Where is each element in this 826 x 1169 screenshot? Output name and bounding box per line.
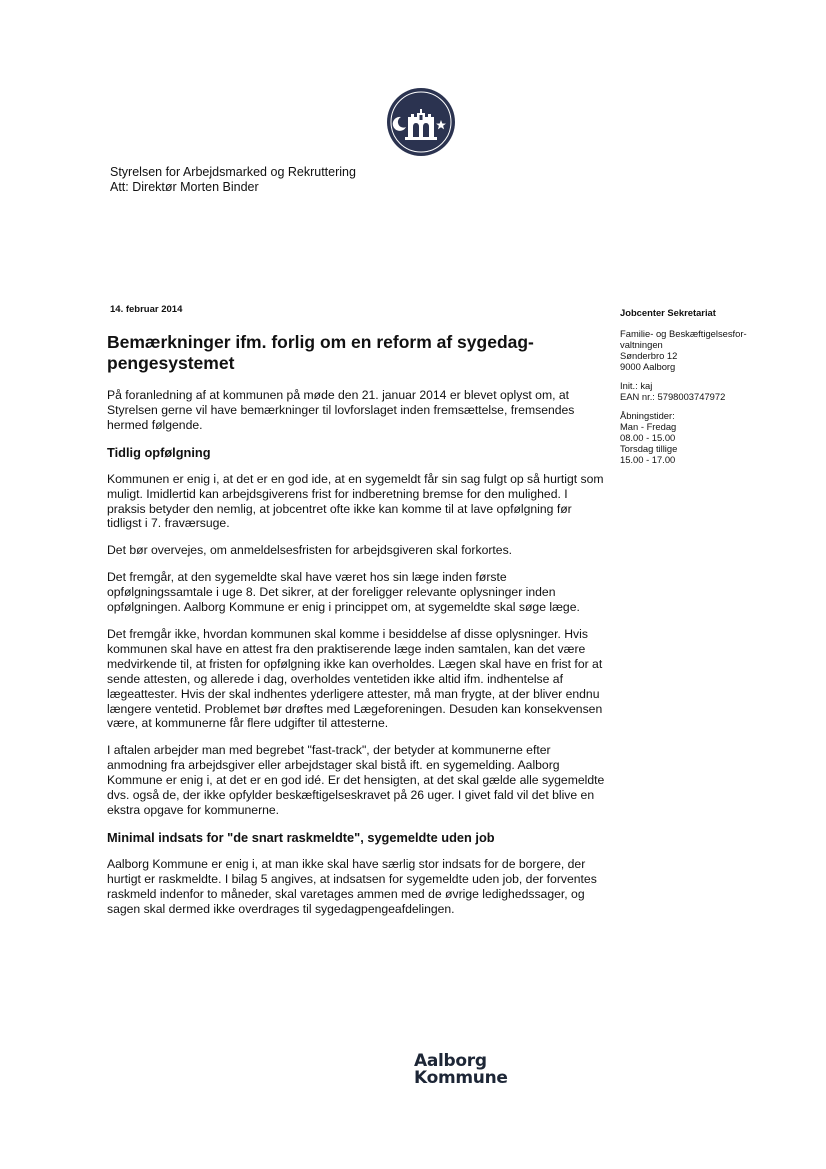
- sender-address: [620, 328, 790, 372]
- recipient-line: Att: Direktør Morten Binder: [110, 180, 259, 194]
- logo-line: Kommune: [414, 1068, 508, 1088]
- hours-line: Man - Fredag: [620, 421, 677, 432]
- sender-info: [620, 307, 790, 473]
- paragraph: Kommunen er enig i, at det er en god ide, at en sygemeldt får sin sag fulgt op så hurtigt som muligt. Imidlertid kan arbejdsgiverens frist for indberetning bremse for den mulighed. I praksis betyder den nemlig, at jobcentret ofte ikke kan komme til at lave opfølgning før tidligst i 7. fraværsuge.: [107, 471, 604, 531]
- letter-date: 14. februar 2014: [110, 304, 183, 315]
- section-heading: Minimal indsats for "de snart raskmeldte", sygemeldte uden job: [107, 829, 495, 845]
- sender-department: Jobcenter Sekretariat: [620, 307, 716, 318]
- aalborg-kommune-logo: [414, 1053, 508, 1087]
- hours-line: 15.00 - 17.00: [620, 454, 676, 465]
- address-line: Sønderbro 12: [620, 350, 678, 361]
- sender-contact: [620, 380, 790, 402]
- aalborg-seal-icon: [386, 87, 456, 157]
- paragraph: Det fremgår, at den sygemeldte skal have været hos sin læge inden første opfølgningssamtale i uge 8. Det sikrer, at der foreligger relevante oplysninger inden opfølgningen. Aalborg Kommune er enig i princippet om, at sygemeldte skal søge læge.: [107, 570, 580, 615]
- contact-line: EAN nr.: 5798003747972: [620, 391, 726, 402]
- address-line: 9000 Aalborg: [620, 361, 676, 372]
- section-heading: Tidlig opfølgning: [107, 444, 211, 460]
- hours-line: Torsdag tillige: [620, 443, 678, 454]
- paragraph: Det fremgår ikke, hvordan kommunen skal komme i besiddelse af disse oplysninger. Hvis kommunen skal have en attest fra den praktiserende læge inden samtalen, kan det være medvirkende til, at fristen for opfølgning ikke kan overholdes. Lægen skal have en frist for at sende attesten, og allerede i dag, overholdes ventetiden ikke altid ifm. indhentelse af lægeattester. Hvis der skal indhentes yderligere attester, må man frygte, at der bliver endnu længere ventetid. Problemet bør drøftes med Lægeforeningen. Desuden kan konsekvensen være, at kommunerne får flere udgifter til attesterne.: [107, 626, 603, 731]
- contact-line: Init.: kaj: [620, 380, 653, 391]
- logo-line: Aalborg: [414, 1051, 487, 1071]
- paragraph: I aftalen arbejder man med begrebet "fast-track", der betyder at kommunerne efter anmodning fra arbejdsgiver eller arbejdstager skal bistå ift. en sygemelding. Aalborg Kommune er enig i, at det er en god idé. Er det hensigten, at det skal gælde alle sygemeldte dvs. også de, der ikke opfylder beskæftigelseskravet på 26 uger. I givet fald vil det blive en ekstra opgave for kommunerne.: [107, 743, 605, 817]
- recipient-line: Styrelsen for Arbejdsmarked og Rekruttering: [110, 165, 356, 179]
- hours-line: Åbningstider:: [620, 410, 675, 421]
- letter-title: Bemærkninger ifm. forlig om en reform af sygedag-pengesystemet: [107, 332, 534, 373]
- paragraph: Det bør overvejes, om anmeldelsesfristen for arbejdsgiveren skal forkortes.: [107, 543, 513, 558]
- paragraph: På foranledning af at kommunen på møde den 21. januar 2014 er blevet oplyst om, at Styrelsen gerne vil have bemærkninger til lovforslaget inden fremsættelse, fremsendes hermed følgende.: [107, 388, 575, 432]
- paragraph: Aalborg Kommune er enig i, at man ikke skal have særlig stor indsats for de borgere, der hurtigt er raskmeldte. I bilag 5 angives, at indsatsen for sygemeldte uden job, der forventes raskmeld indenfor to måneder, skal varetages ammen med de øvrige ledighedssager, og sagen skal dermed ikke overdrages til sygedagpengeafdelingen.: [107, 856, 597, 916]
- recipient-address: [110, 165, 356, 195]
- address-line: valtningen: [620, 339, 663, 350]
- address-line: Familie- og Beskæftigelsesfor-: [620, 328, 747, 339]
- letter-body: [107, 332, 605, 928]
- hours-line: 08.00 - 15.00: [620, 432, 676, 443]
- opening-hours: [620, 410, 790, 465]
